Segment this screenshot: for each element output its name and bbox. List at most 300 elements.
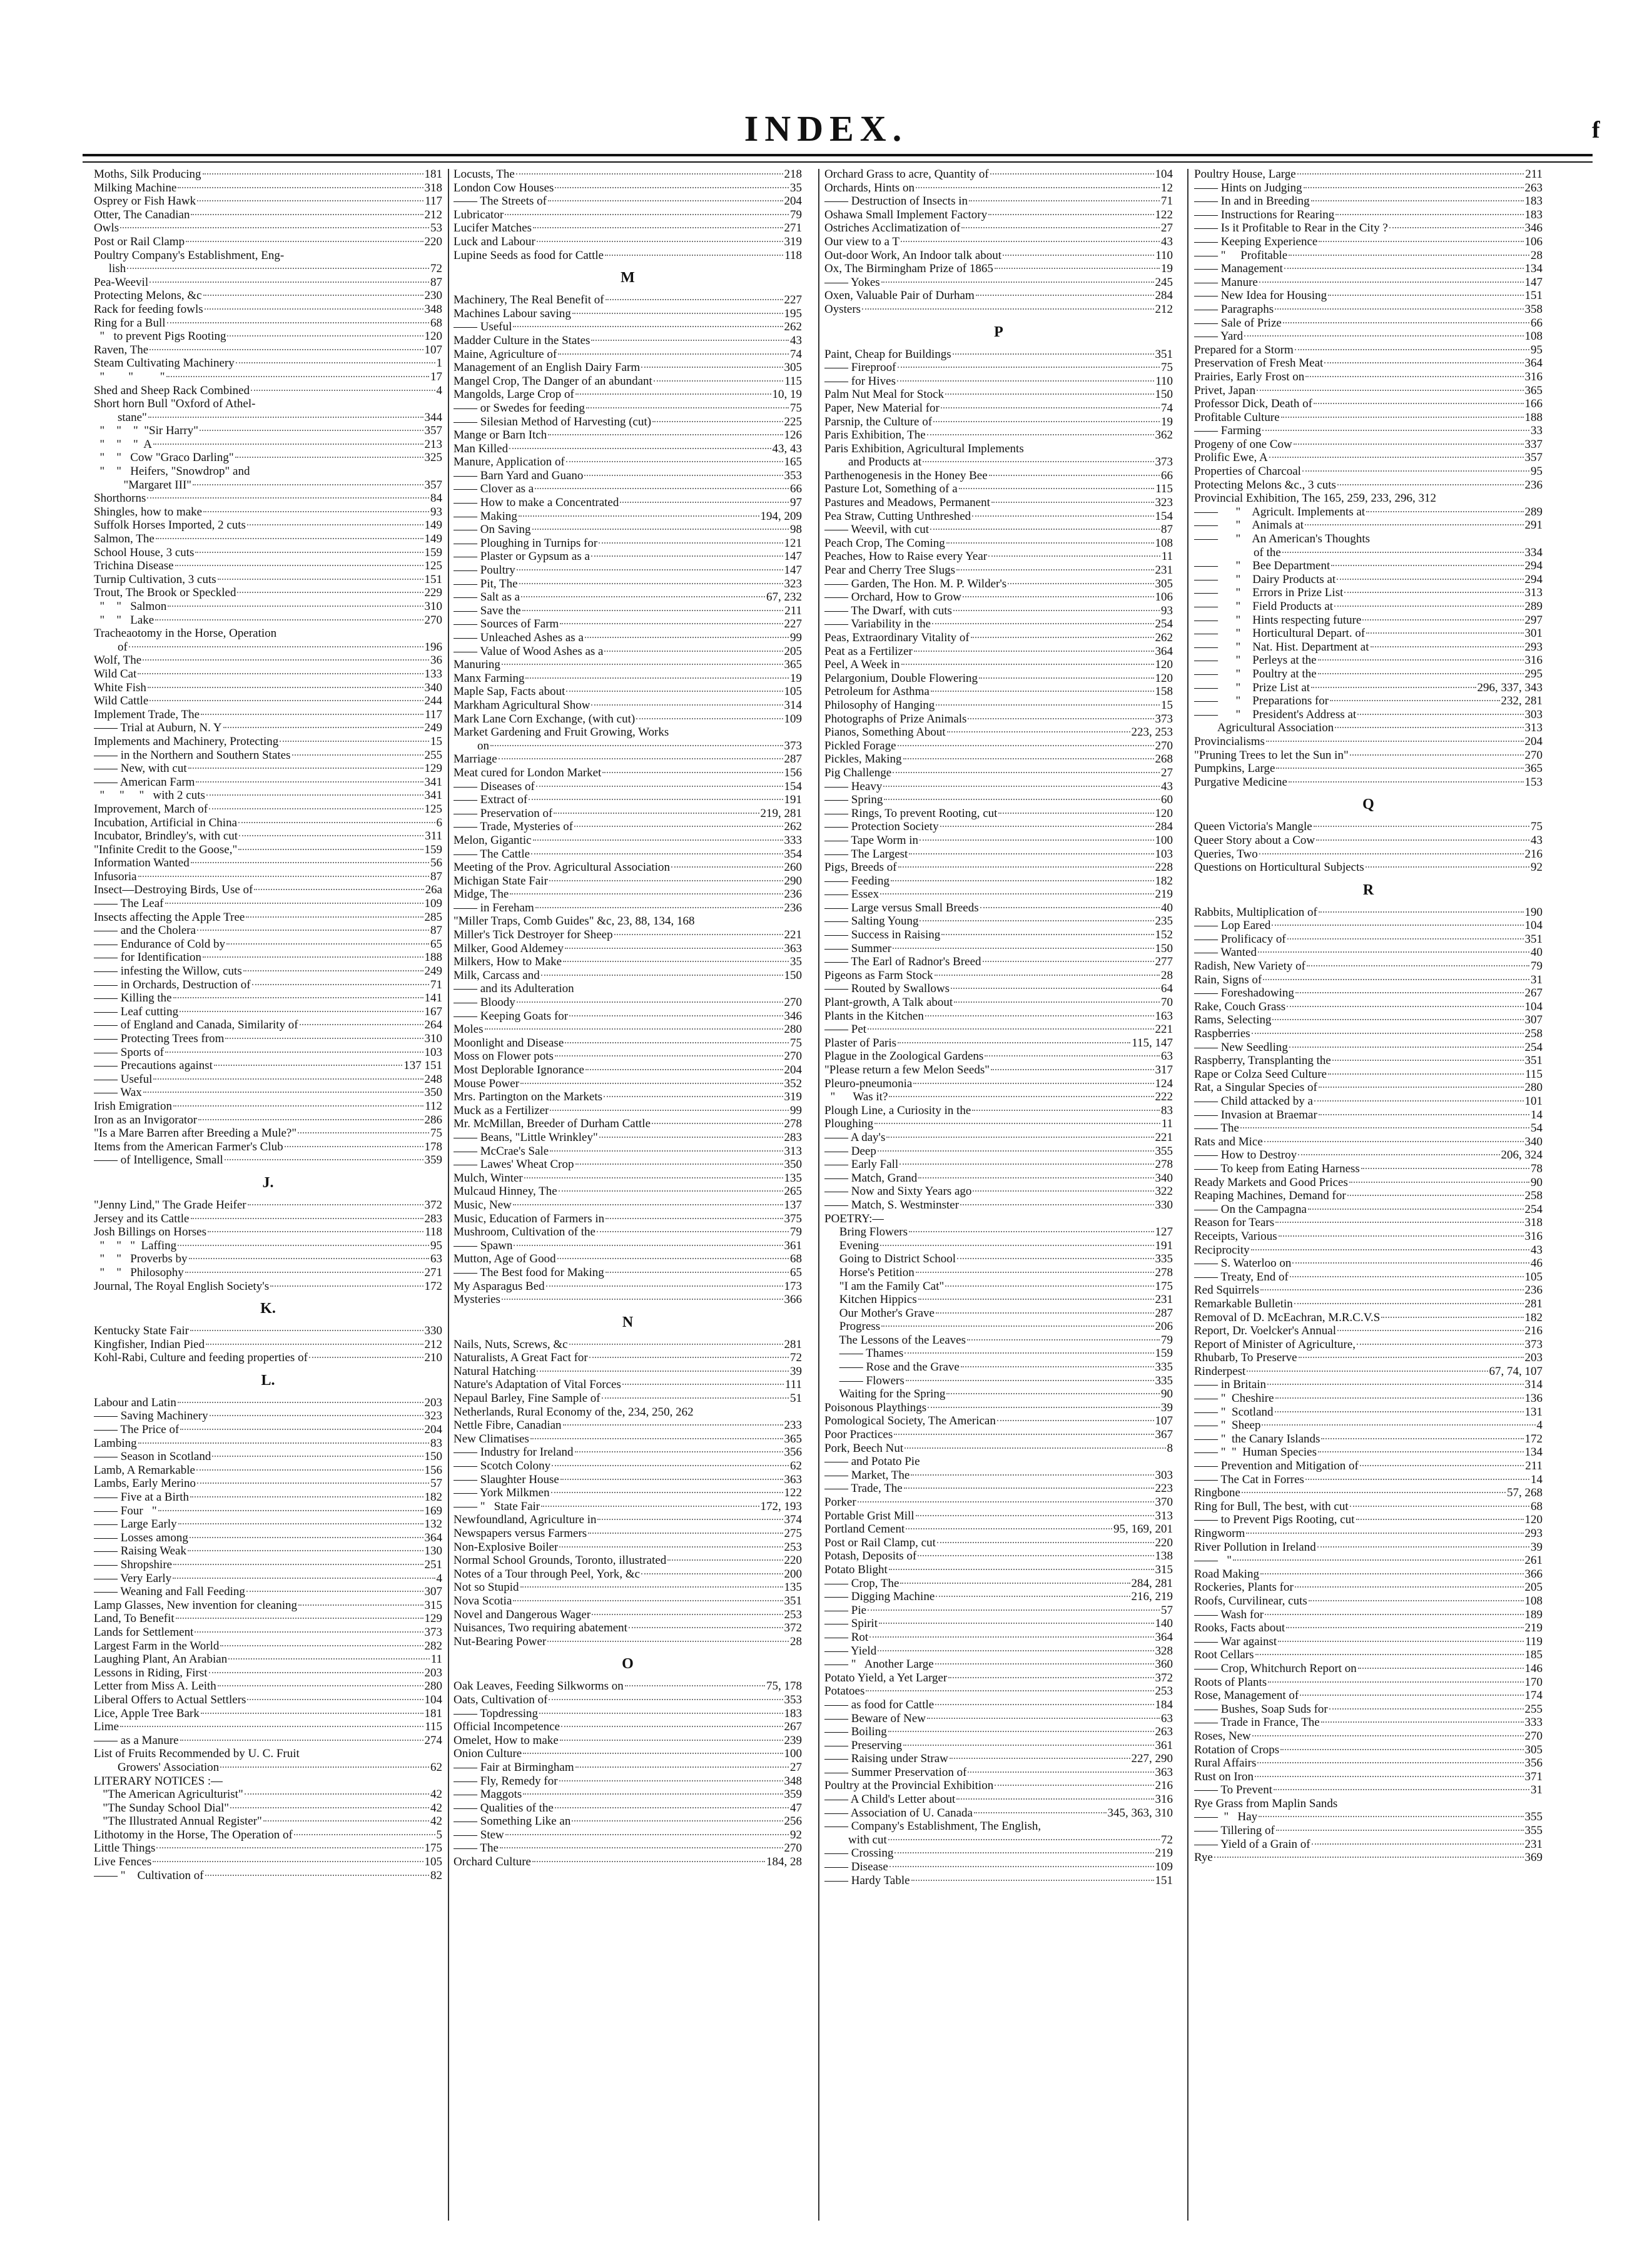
section-letter: J. [262, 1174, 274, 1191]
entry-page: 334 [1524, 545, 1543, 559]
index-entry [454, 1801, 802, 1815]
entry-page: 120 [1524, 1513, 1543, 1527]
index-entry [1194, 1716, 1543, 1730]
index-entry [1194, 1554, 1543, 1568]
entry-title: Out-door Work, An Indoor talk about [824, 248, 1002, 262]
entry-title: —— A Child's Letter about [824, 1793, 956, 1807]
entry-title: Oak Leaves, Feeding Silkworms on [454, 1680, 624, 1693]
entry-title: —— Yokes [824, 275, 880, 289]
entry-page: 184, 28 [766, 1855, 802, 1869]
entry-title: —— Rose and the Grave [824, 1361, 960, 1374]
entry-title: —— as a Manure [94, 1733, 179, 1747]
entry-title: Improvement, March of [94, 802, 208, 816]
index-entry [94, 1734, 442, 1748]
entry-title: Rye [1194, 1851, 1213, 1865]
entry-title: —— Making [454, 509, 517, 523]
index-entry [454, 1486, 802, 1500]
entry-page: 104 [424, 1693, 442, 1706]
entry-page: 341 [424, 775, 442, 789]
entry-page: 305 [784, 361, 802, 375]
entry-page: 362 [1155, 428, 1173, 442]
entry-page: 19 [1161, 415, 1173, 428]
entry-title: Orchards, Hints on [824, 181, 915, 195]
entry-page: 263 [1155, 1725, 1173, 1739]
entry-title: —— Trade, The [824, 1482, 903, 1496]
leader-dots [961, 1366, 1154, 1367]
leader-dots [1259, 1816, 1523, 1817]
entry-page: 205 [1524, 1581, 1543, 1594]
index-entry [94, 667, 442, 681]
index-entry [454, 181, 802, 195]
entry-page: 121 [784, 536, 802, 550]
entry-page: 60 [1161, 793, 1173, 807]
leader-dots [652, 421, 783, 422]
index-entry [1194, 1257, 1543, 1270]
index-entry [824, 1225, 1173, 1239]
entry-page: 129 [424, 762, 442, 776]
entry-page: 182 [1155, 874, 1173, 888]
index-entry [454, 195, 802, 208]
entry-title: " " Philosophy [94, 1265, 184, 1279]
index-entry [824, 1442, 1173, 1456]
entry-page: 328 [1155, 1644, 1173, 1658]
entry-title: Most Deplorable Ignorance [454, 1063, 584, 1077]
leader-dots [243, 970, 423, 971]
entry-title: Peel, A Week in [824, 658, 900, 672]
leader-dots [1361, 1168, 1529, 1169]
entry-title: —— Raising Weak [94, 1544, 186, 1558]
entry-page: 227 [784, 617, 802, 631]
entry-page: 297 [1524, 613, 1543, 627]
entry-page: 125 [424, 559, 442, 573]
entry-title: Plant-growth, A Talk about [824, 996, 953, 1010]
entry-title: "Miller Traps, Comb Guides" &c, 23, 88, 134, 168 [454, 915, 695, 928]
leader-dots [953, 353, 1154, 355]
entry-title: Parsnip, the Culture of [824, 415, 933, 428]
index-entry [454, 658, 802, 672]
index-entry [1194, 1770, 1543, 1784]
entry-title: Mutton, Age of Good [454, 1252, 556, 1266]
entry-page: 330 [424, 1324, 442, 1338]
entry-page: 103 [1155, 847, 1173, 861]
leader-dots [530, 1438, 783, 1439]
entry-title: —— Instructions for Rearing [1194, 208, 1335, 221]
index-entry [454, 1365, 802, 1379]
index-entry [454, 1158, 802, 1172]
leader-dots [881, 281, 1154, 283]
entry-title: —— Rot [824, 1630, 869, 1644]
entry-title: —— for Hives [824, 374, 896, 388]
leader-dots [990, 173, 1154, 175]
index-entry [1194, 919, 1543, 933]
index-entry [824, 1117, 1173, 1131]
entry-page: 195 [784, 307, 802, 320]
leader-dots [575, 1163, 783, 1165]
index-entry [94, 1437, 442, 1451]
leader-dots [901, 664, 1154, 665]
entry-title: Manure, Application of [454, 455, 565, 469]
index-entry [94, 721, 442, 735]
index-entry [454, 861, 802, 874]
index-entry [1194, 384, 1543, 398]
index-entry [454, 1280, 802, 1294]
entry-title: Roses, New [1194, 1729, 1251, 1743]
entry-page: 173 [784, 1279, 802, 1293]
leader-dots [143, 1092, 423, 1093]
index-entry [454, 1406, 802, 1419]
leader-dots [906, 1528, 1112, 1529]
entry-title: —— Feeding [824, 874, 889, 888]
index-entry [94, 1639, 442, 1653]
leader-dots [555, 1807, 789, 1808]
entry-page: 367 [1155, 1428, 1173, 1442]
index-entry [94, 856, 442, 870]
entry-title: Raven, The [94, 343, 149, 357]
index-entry [1194, 708, 1543, 722]
index-entry [94, 1212, 442, 1226]
entry-page: 233 [784, 1419, 802, 1432]
entry-title: —— The Earl of Radnor's Breed [824, 955, 981, 969]
index-entry [824, 1752, 1173, 1766]
entry-title: —— Success in Raising [824, 928, 941, 942]
index-entry [824, 1577, 1173, 1591]
entry-title: Pickled Forage [824, 739, 896, 753]
index-entry [824, 1820, 1173, 1833]
entry-page: 282 [424, 1639, 442, 1653]
index-entry [824, 1063, 1173, 1077]
leader-dots [858, 1501, 1154, 1502]
leader-dots [1295, 992, 1524, 993]
leader-dots [620, 502, 789, 503]
leader-dots [155, 619, 423, 621]
index-entry [1194, 1459, 1543, 1473]
entry-page: 10, 19 [772, 388, 802, 402]
index-entry [824, 969, 1173, 983]
entry-title: Post or Rail Clamp [94, 235, 185, 248]
leader-dots [879, 1623, 1154, 1624]
entry-page: 218 [784, 168, 802, 181]
index-entry [824, 1509, 1173, 1523]
index-entry [94, 343, 442, 357]
leader-dots [238, 849, 423, 850]
entry-page: 138 [1155, 1549, 1173, 1563]
leader-dots [1304, 187, 1524, 188]
entry-page: 99 [790, 1103, 802, 1117]
entry-title: —— Keeping Goats for [454, 1009, 569, 1023]
entry-page: 124 [1155, 1077, 1173, 1090]
entry-page: 43 [1531, 1243, 1543, 1257]
entry-page: 335 [1155, 1361, 1173, 1374]
index-entry [1194, 667, 1543, 681]
index-entry [824, 888, 1173, 901]
entry-title: —— and its Adulteration [454, 982, 574, 996]
index-entry [824, 375, 1173, 388]
leader-dots [905, 1447, 1165, 1449]
index-entry [94, 1396, 442, 1410]
leader-dots [247, 524, 423, 525]
index-entry [94, 735, 442, 749]
leader-dots [586, 407, 789, 408]
entry-title: Root Cellars [1194, 1648, 1254, 1662]
index-entry [454, 168, 802, 181]
entry-title: —— to Prevent Pigs Rooting, cut [1194, 1513, 1355, 1527]
entry-title: Nepaul Barley, Fine Sample of [454, 1392, 600, 1406]
index-entry [1194, 1473, 1543, 1487]
leader-dots [1214, 1857, 1524, 1858]
leader-dots [156, 538, 423, 539]
leader-dots [629, 1627, 783, 1628]
index-entry [824, 455, 1173, 469]
index-entry [94, 289, 442, 303]
index-entry [1194, 168, 1543, 181]
entry-title: —— " Horticultural Depart. of [1194, 627, 1366, 641]
entry-page: 277 [1155, 955, 1173, 969]
index-entry [454, 550, 802, 564]
leader-dots [138, 876, 429, 877]
leader-dots [585, 1069, 783, 1070]
entry-title: Liberal Offers to Actual Settlers [94, 1693, 246, 1706]
entry-title: Road Making [1194, 1567, 1259, 1581]
leader-dots [597, 1231, 789, 1232]
entry-title: Kitchen Hippics [824, 1293, 917, 1307]
entry-title: Lambs, Early Merino [94, 1477, 196, 1491]
leader-dots [1262, 430, 1529, 431]
leader-dots [898, 745, 1154, 746]
entry-page: 359 [784, 1788, 802, 1801]
entry-page: 31 [1531, 973, 1543, 986]
leader-dots [604, 651, 783, 652]
entry-page: 27 [1161, 221, 1173, 235]
index-entry [94, 1775, 442, 1788]
leader-dots [1259, 281, 1524, 283]
entry-title: Ostriches Acclimatization of [824, 221, 961, 235]
entry-page: 109 [424, 897, 442, 911]
leader-dots [969, 200, 1160, 201]
index-entry [824, 1010, 1173, 1023]
index-entry [94, 519, 442, 532]
entry-page: 115, 147 [1132, 1036, 1173, 1050]
leader-dots [529, 799, 783, 800]
entry-page: 363 [784, 1472, 802, 1486]
entry-page: 163 [1155, 1009, 1173, 1023]
entry-page: 275 [784, 1527, 802, 1540]
index-entry [454, 1090, 802, 1104]
entry-title: —— Tape Worm in [824, 833, 919, 847]
leader-dots [920, 839, 1153, 841]
leader-dots [1246, 1533, 1523, 1534]
index-entry [1194, 681, 1543, 695]
entry-page: 188 [424, 951, 442, 965]
entry-title: Incubation, Artificial in China [94, 816, 238, 829]
entry-page: 40 [1531, 946, 1543, 960]
entry-page: 361 [1155, 1738, 1173, 1752]
index-entry [824, 1293, 1173, 1307]
entry-title: " " Proverbs by [94, 1252, 188, 1266]
entry-page: 56 [430, 856, 442, 870]
leader-dots [1389, 227, 1524, 228]
index-entry [94, 1113, 442, 1127]
index-entry [94, 654, 442, 667]
entry-page: 119 [1525, 1634, 1543, 1648]
entry-title: Omelet, How to make [454, 1733, 559, 1747]
entry-title: Lessons in Riding, First [94, 1666, 208, 1680]
entry-page: 93 [430, 505, 442, 519]
entry-page: 221 [1155, 1023, 1173, 1036]
index-entry [1194, 1297, 1543, 1311]
entry-title: —— Fly, Remedy for [454, 1774, 558, 1788]
entry-page: 105 [1524, 1270, 1543, 1284]
index-entry [454, 1131, 802, 1145]
index-entry [94, 641, 442, 654]
entry-page: 100 [1155, 833, 1173, 847]
entry-title: —— Bushes, Soap Suds for [1194, 1702, 1328, 1716]
leader-dots [918, 1299, 1154, 1300]
leader-dots [533, 227, 783, 228]
entry-title: Otter, The Canadian [94, 208, 190, 221]
entry-page: 270 [1524, 1729, 1543, 1743]
index-entry [824, 1307, 1173, 1320]
entry-page: 357 [424, 424, 442, 438]
index-entry [1194, 1054, 1543, 1068]
index-entry [94, 465, 442, 479]
entry-title: —— " Sheep [1194, 1419, 1261, 1432]
leader-dots [510, 893, 783, 894]
index-entry [1194, 834, 1543, 848]
leader-dots [516, 173, 783, 175]
leader-dots [599, 1137, 783, 1138]
leader-dots [933, 421, 1160, 422]
entry-page: 219 [1524, 1621, 1543, 1635]
entry-page: 27 [790, 1760, 802, 1774]
entry-page: 270 [784, 1050, 802, 1063]
entry-title: Oxen, Valuable Pair of Durham [824, 289, 975, 303]
entry-title: —— as food for Cattle [824, 1698, 935, 1711]
index-entry [1194, 1689, 1543, 1703]
index-entry [454, 1747, 802, 1761]
leader-dots [1233, 1559, 1523, 1561]
entry-page: 232, 281 [1501, 694, 1543, 708]
entry-title: Josh Billings on Horses [94, 1225, 206, 1239]
index-entry [94, 221, 442, 235]
entry-title: Mysteries [454, 1293, 500, 1307]
entry-page: 35 [790, 955, 802, 969]
index-entry [454, 1063, 802, 1077]
leader-dots [911, 1474, 1153, 1476]
entry-page: 227, 290 [1131, 1752, 1173, 1766]
leader-dots [557, 1258, 789, 1259]
entry-page: 228 [1155, 861, 1173, 874]
entry-title: Shed and Sheep Rack Combined [94, 383, 250, 397]
index-entry [824, 793, 1173, 807]
index-entry [1194, 397, 1543, 411]
entry-page: 183 [1524, 208, 1543, 221]
index-entry [1194, 1013, 1543, 1027]
leader-dots [191, 214, 423, 215]
entry-page: 373 [1524, 1337, 1543, 1351]
column-divider [448, 169, 449, 2221]
index-entry [454, 1351, 802, 1365]
index-entry [94, 1612, 442, 1626]
entry-title: —— Pet [824, 1023, 867, 1036]
entry-title: Rye Grass from Maplin Sands [1194, 1796, 1338, 1810]
entry-page: 75 [790, 1036, 802, 1050]
index-entry [824, 1361, 1173, 1374]
entry-title: Provincialisms [1194, 734, 1265, 748]
leader-dots [956, 1798, 1153, 1800]
index-entry [1194, 303, 1543, 317]
leader-dots [523, 1753, 783, 1754]
leader-dots [1316, 839, 1529, 841]
index-entry [454, 208, 802, 222]
entry-page: 350 [784, 1158, 802, 1172]
leader-dots [166, 376, 429, 377]
index-entry [824, 1671, 1173, 1685]
index-entry [824, 1482, 1173, 1496]
entry-page: 120 [1155, 806, 1173, 820]
page-title: INDEX. [744, 108, 908, 149]
entry-page: 245 [1155, 275, 1173, 289]
leader-dots [997, 1420, 1154, 1421]
entry-title: Moonlight and Disease [454, 1036, 564, 1050]
entry-title: Man Killed [454, 442, 509, 455]
entry-page: 172 [424, 1279, 442, 1293]
entry-page: 325 [424, 451, 442, 465]
entry-page: 270 [784, 1842, 802, 1855]
entry-page: 356 [1524, 1756, 1543, 1770]
entry-title: Porker [824, 1496, 856, 1509]
index-entry [824, 1374, 1173, 1388]
index-entry [824, 1698, 1173, 1712]
leader-dots [911, 1880, 1154, 1881]
entry-title: —— On Saving [454, 523, 531, 537]
index-entry [824, 861, 1173, 874]
entry-page: 33 [1531, 424, 1543, 438]
entry-page: 200 [784, 1567, 802, 1581]
entry-title: Pianos, Something About [824, 726, 946, 739]
entry-title: Ring for Bull, The best, with cut [1194, 1499, 1349, 1513]
entry-title: Music, Education of Farmers in [454, 1212, 605, 1225]
leader-dots [960, 1204, 1153, 1205]
leader-dots [636, 718, 783, 719]
entry-page: 154 [784, 779, 802, 793]
entry-page: 104 [1524, 919, 1543, 933]
entry-title: Maple Sap, Facts about [454, 685, 565, 699]
index-entry [454, 1734, 802, 1748]
entry-page: 313 [1524, 721, 1543, 735]
entry-page: 289 [1524, 600, 1543, 613]
index-entry [454, 469, 802, 483]
leader-dots [937, 1542, 1154, 1543]
entry-page: 4 [1536, 1419, 1543, 1432]
entry-page: 313 [1524, 586, 1543, 600]
entry-title: Official Incompetence [454, 1720, 560, 1734]
index-entry [824, 1252, 1173, 1266]
entry-title: Professor Dick, Death of [1194, 397, 1312, 411]
entry-title: Peaches, How to Raise every Year [824, 550, 988, 564]
leader-dots [880, 1245, 1153, 1246]
entry-title: —— How to Destroy [1194, 1148, 1297, 1162]
entry-title: —— " Agricult. Implements at [1194, 505, 1366, 519]
index-entry [1194, 1270, 1543, 1284]
entry-title: —— Foreshadowing [1194, 986, 1294, 1000]
leader-dots [153, 1078, 423, 1080]
entry-title: Pastures and Meadows, Permanent [824, 496, 990, 510]
entry-title: Potato Blight [824, 1563, 888, 1576]
index-entry [1194, 546, 1543, 560]
entry-title: Onion Culture [454, 1747, 522, 1761]
leader-dots [546, 1285, 783, 1287]
entry-title: —— The [454, 1842, 499, 1855]
